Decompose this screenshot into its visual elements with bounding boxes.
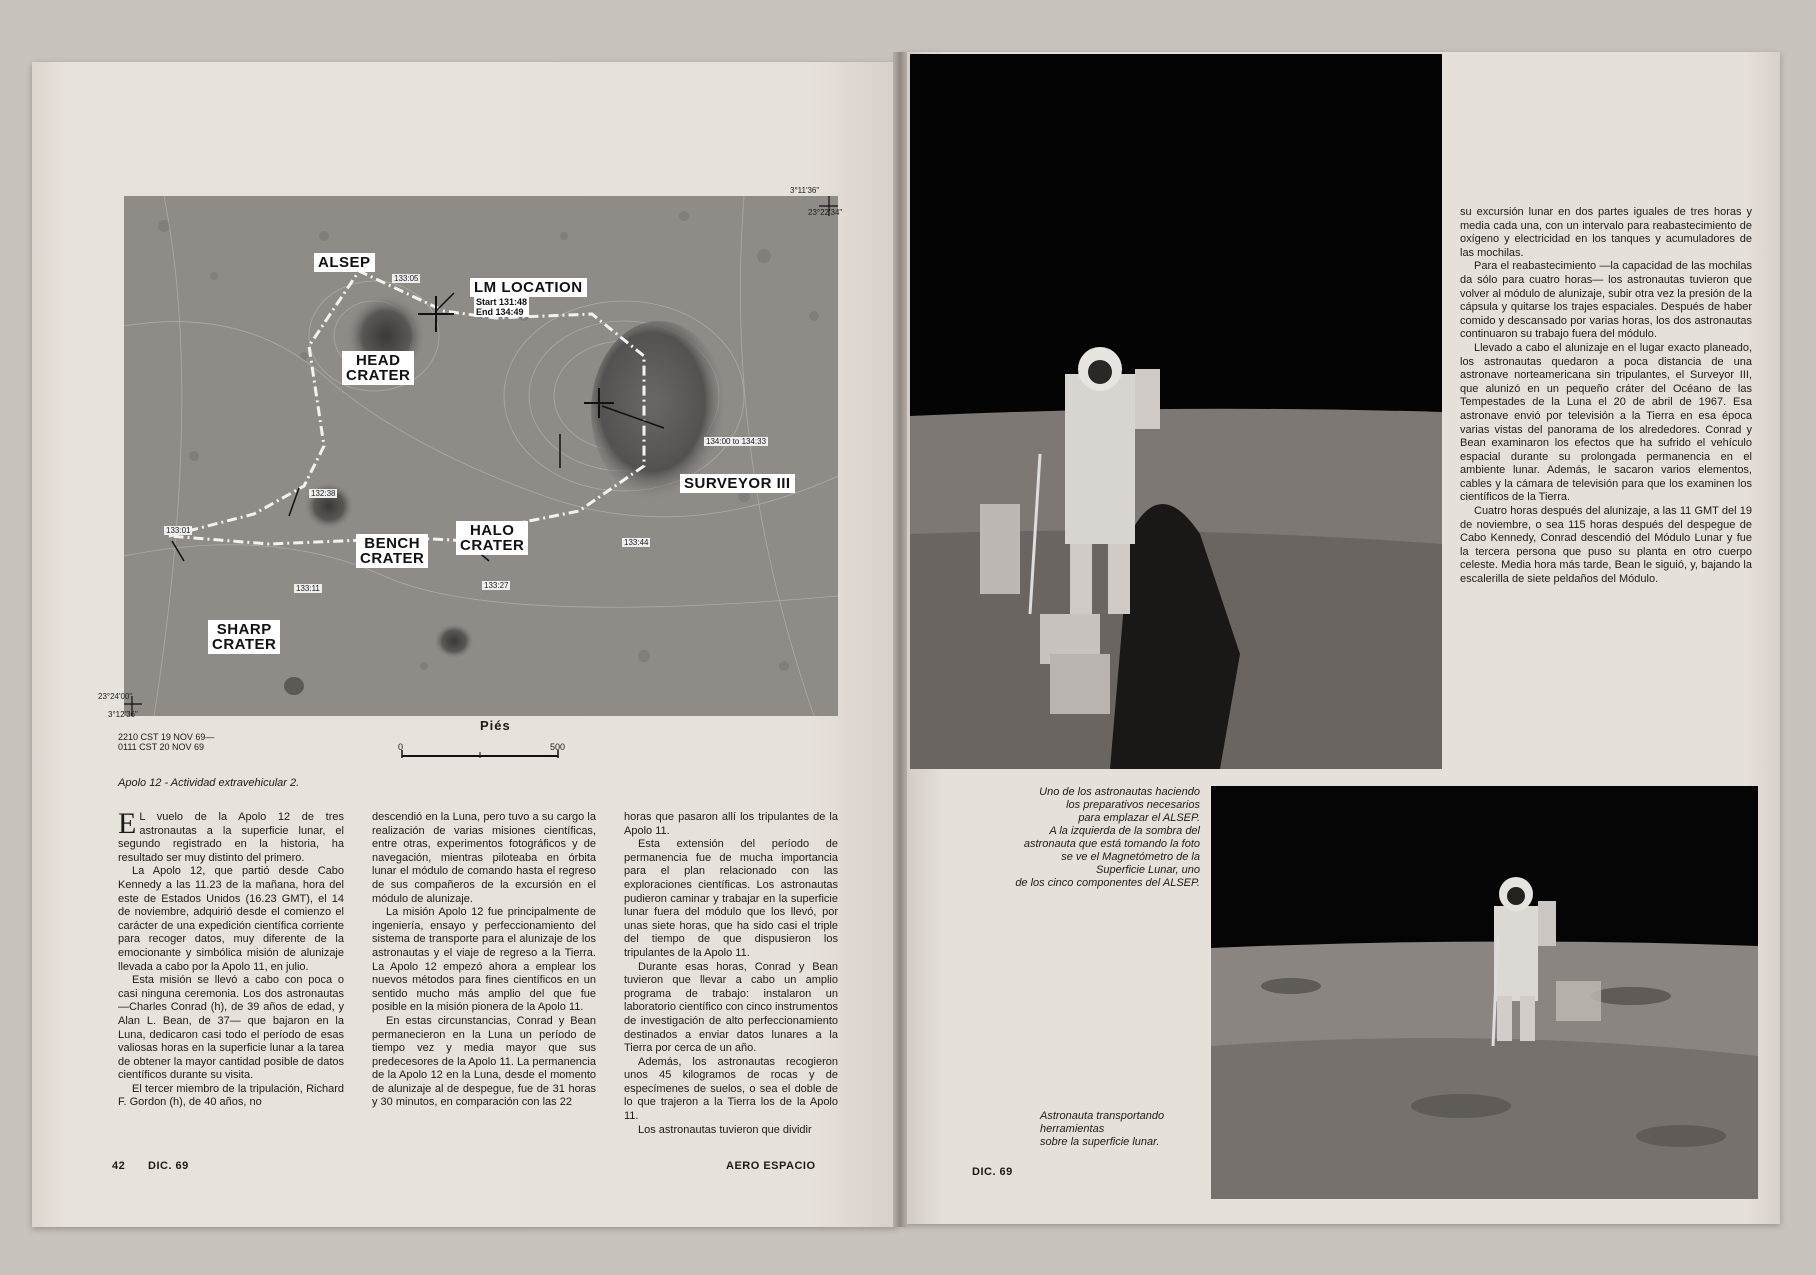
photo1-caption: Uno de los astronautas haciendo los preparativos necesarios para emplazar el ALSEP. A la izquierda de la sombra del astronauta que está tomando la foto se ve el Magnetómetro de la Superficie Lunar, uno de los cinco componentes del ALSEP. bbox=[1015, 786, 1200, 889]
paragraph: El tercer miembro de la tripulación, Richard F. Gordon (h), de 40 años, no bbox=[118, 1082, 344, 1109]
map-time-label: 132:38 bbox=[311, 489, 336, 498]
map-time-label: 133:01 bbox=[166, 526, 191, 535]
scale-title: Piés bbox=[480, 718, 511, 733]
photo2-image bbox=[1211, 786, 1758, 1199]
paragraph: Durante esas horas, Conrad y Bean tuvieron que llevar a cabo un amplio programa de trabajo: instalaron un laboratorio científico con cinco instrumentos de investigación de alto perfeccionamiento destinados a enviar datos lunares a la Tierra por cerca de un año. bbox=[624, 960, 838, 1055]
drop-cap: E bbox=[118, 807, 137, 840]
paragraph: Llevado a cabo el alunizaje en el lugar exacto planeado, los astronautas quedaron a poca distancia de una astronave norteamericana sin tripulantes, el Surveyor III, que alunizó en un pequeño cráter del Océano de las Tempestades de la Luna el 20 de abril de 1967. Esa astronave envió por televisión a la Tierra en esa época varias vistas del panorama de los alrededores. Conrad y Bean examinaron los efectos que ha sufrido el vehículo espacial durante su prolongada permanencia en el ambiente lunar. Además, le sacaron varios elementos, cables y la cámara de televisión para que los examinen los científicos de la Tierra. bbox=[1460, 341, 1752, 504]
paragraph: En estas circunstancias, Conrad y Bean permanecieron en la Luna un período de tiempo vez y media mayor que sus predecesores de la Apolo 11. La permanencia de la Apolo 12 en la Luna, desde el momento de alunizaje al de despegue, fue de 31 horas y 30 minutos, en comparación con las 22 bbox=[372, 1014, 596, 1109]
head-crater-label: HEAD CRATER bbox=[342, 351, 414, 385]
paragraph: Además, los astronautas recogieron unos 45 kilogramos de rocas y de especímenes de suelos, o sea el doble de lo que trajeron a la Tierra los de la Apolo 11. bbox=[624, 1055, 838, 1123]
surveyor-label: SURVEYOR III bbox=[680, 474, 795, 493]
map-time-label: 134:00 to 134:33 bbox=[706, 437, 767, 446]
magazine-name: AERO ESPACIO bbox=[726, 1160, 816, 1172]
map-time-label: 133:05 bbox=[394, 274, 419, 283]
paragraph: La misión Apolo 12 fue principalmente de ingeniería, ensayo y perfeccionamiento del sistema de transporte para el alunizaje de los astronautas y el viaje de regreso a la Tierra. La Apolo 12 empezó ahora a emplear los nuevos métodos para fines científicos en un sentido mucho más amplio del que fue posible en la misión pionera de la Apolo 11. bbox=[372, 906, 596, 1014]
gutter bbox=[893, 52, 907, 1227]
article-column-1 bbox=[118, 807, 345, 1110]
right-issue-date: DIC. 69 bbox=[972, 1166, 1013, 1178]
paragraph: Esta extensión del período de permanencia fue de mucha importancia para el plan relacionado con las exploraciones científicas. Los astronautas pudieron caminar y trabajar en la superficie lunar fuera del módulo que los llevó, por unas siete horas, que ha sido casi el triple del tiempo de que dispusieron los tripulantes de la Apolo 11. bbox=[624, 838, 838, 959]
astronaut-tools-photo bbox=[1211, 786, 1758, 1199]
paragraph: horas que pasaron allí los tripulantes de la Apolo 11. bbox=[624, 811, 838, 837]
alsep-label: ALSEP bbox=[314, 253, 375, 272]
scale-max: 500 bbox=[550, 742, 566, 752]
lm-start: Start 131:48 bbox=[476, 297, 528, 307]
map-time-label: 133:11 bbox=[296, 584, 320, 593]
paragraph: La Apolo 12, que partió desde Cabo Kennedy a las 11.23 de la mañana, hora del este de Estados Unidos (16.23 GMT), el 14 de noviembre, adquirió desde el comienzo el carácter de una expedición científica corriente para recoger datos, muy diferente de la emocionante y simbólica misión de alunizaje llevada a cabo por la Apolo 11, en julio. bbox=[118, 865, 344, 973]
scale-min: 0 bbox=[398, 742, 404, 752]
photo2-caption: Astronauta transportando herramientas sobre la superficie lunar. bbox=[1040, 1110, 1165, 1148]
map-coordinate: 23°22'34" bbox=[808, 208, 843, 217]
drop-cap-rest: L bbox=[139, 811, 146, 823]
article-column-4 bbox=[1460, 206, 1752, 587]
paragraph: Esta misión se llevó a cabo con poca o casi ninguna ceremonia. Los dos astronautas —Charles Conrad (h), de 39 años de edad, y Alan L. Bean, de 37— que bajaron en la Luna, dedicaron casi todo el período de esas valiosas horas en la superficie lunar a la tarea de obtener la mayor cantidad posible de datos científicos durante su visita. bbox=[118, 974, 344, 1082]
article-column-3 bbox=[624, 811, 838, 1137]
paragraph-text: vuelo de la Apolo 12 de tres astronautas a la superficie lunar, el segundo registrado en la historia, ha resultado ser muy distinto del primero. bbox=[118, 811, 345, 864]
paragraph: Los astronautas tuvieron que dividir bbox=[638, 1123, 812, 1136]
article-column-2 bbox=[372, 811, 596, 1110]
bench-crater-label: BENCH CRATER bbox=[356, 534, 428, 568]
map-coordinate: 3°11'36" bbox=[790, 186, 820, 195]
map-time-2: 0111 CST 20 NOV 69 bbox=[118, 742, 205, 752]
scale-ticks bbox=[400, 742, 560, 758]
map-caption: Apolo 12 - Actividad extravehicular 2. bbox=[118, 777, 300, 789]
traverse-map bbox=[124, 196, 838, 716]
map-coordinate: 3°12'36" bbox=[108, 710, 138, 719]
map-coordinate: 23°24'00" bbox=[98, 692, 133, 701]
paragraph: Cuatro horas después del alunizaje, a las 11 GMT del 19 de noviembre, o sea 115 horas después del despegue de Cabo Kennedy, Conrad descendió del Módulo Lunar y fue la tercera persona que puso su planta en otro cuerpo celeste. Media hora más tarde, Bean le siguió, y, bajando la escalerilla de siete peldaños del Módulo. bbox=[1460, 505, 1752, 586]
astronaut-alsep-photo bbox=[910, 54, 1442, 769]
map-footer bbox=[118, 718, 838, 770]
paragraph: descendió en la Luna, pero tuvo a su cargo la realización de varias misiones científicas, entre otras, experimentos fotográficos y de navegación, mientras piloteaba en órbita lunar el módulo de comando hasta el regreso de sus compañeros de la excursión en el módulo de alunizaje. bbox=[372, 811, 596, 905]
halo-crater-label: HALO CRATER bbox=[456, 521, 528, 555]
lm-location-label: LM LOCATION bbox=[470, 278, 587, 297]
lm-times bbox=[474, 297, 529, 317]
sharp-crater-label: SHARP CRATER bbox=[208, 620, 280, 654]
page-number: 42 bbox=[112, 1160, 126, 1172]
map-time-label: 133:44 bbox=[624, 538, 649, 547]
photo1-image bbox=[910, 54, 1442, 769]
map-time-1: 2210 CST 19 NOV 69— bbox=[118, 732, 215, 742]
scale-bar bbox=[398, 742, 566, 758]
map-times bbox=[118, 732, 214, 752]
paragraph: su excursión lunar en dos partes iguales de tres horas y media cada una, con un intervalo para reabastecimiento de oxígeno y electricidad en los tanques y acumuladores de las mochilas. bbox=[1460, 206, 1752, 259]
issue-date: DIC. 69 bbox=[148, 1160, 189, 1172]
paragraph bbox=[118, 807, 345, 865]
paragraph: Para el reabastecimiento —la capacidad de las mochilas da sólo para cuatro horas— los astronautas tuvieron que volver al módulo de alunizaje, subir otra vez la presión de la cápsula y quitarse los trajes espaciales. Después de haber comido y descansado por varias horas, los dos astronautas continuaron su trabajo fuera del módulo. bbox=[1460, 260, 1752, 341]
lm-end: End 134:49 bbox=[476, 307, 524, 317]
map-time-label: 133:27 bbox=[484, 581, 509, 590]
